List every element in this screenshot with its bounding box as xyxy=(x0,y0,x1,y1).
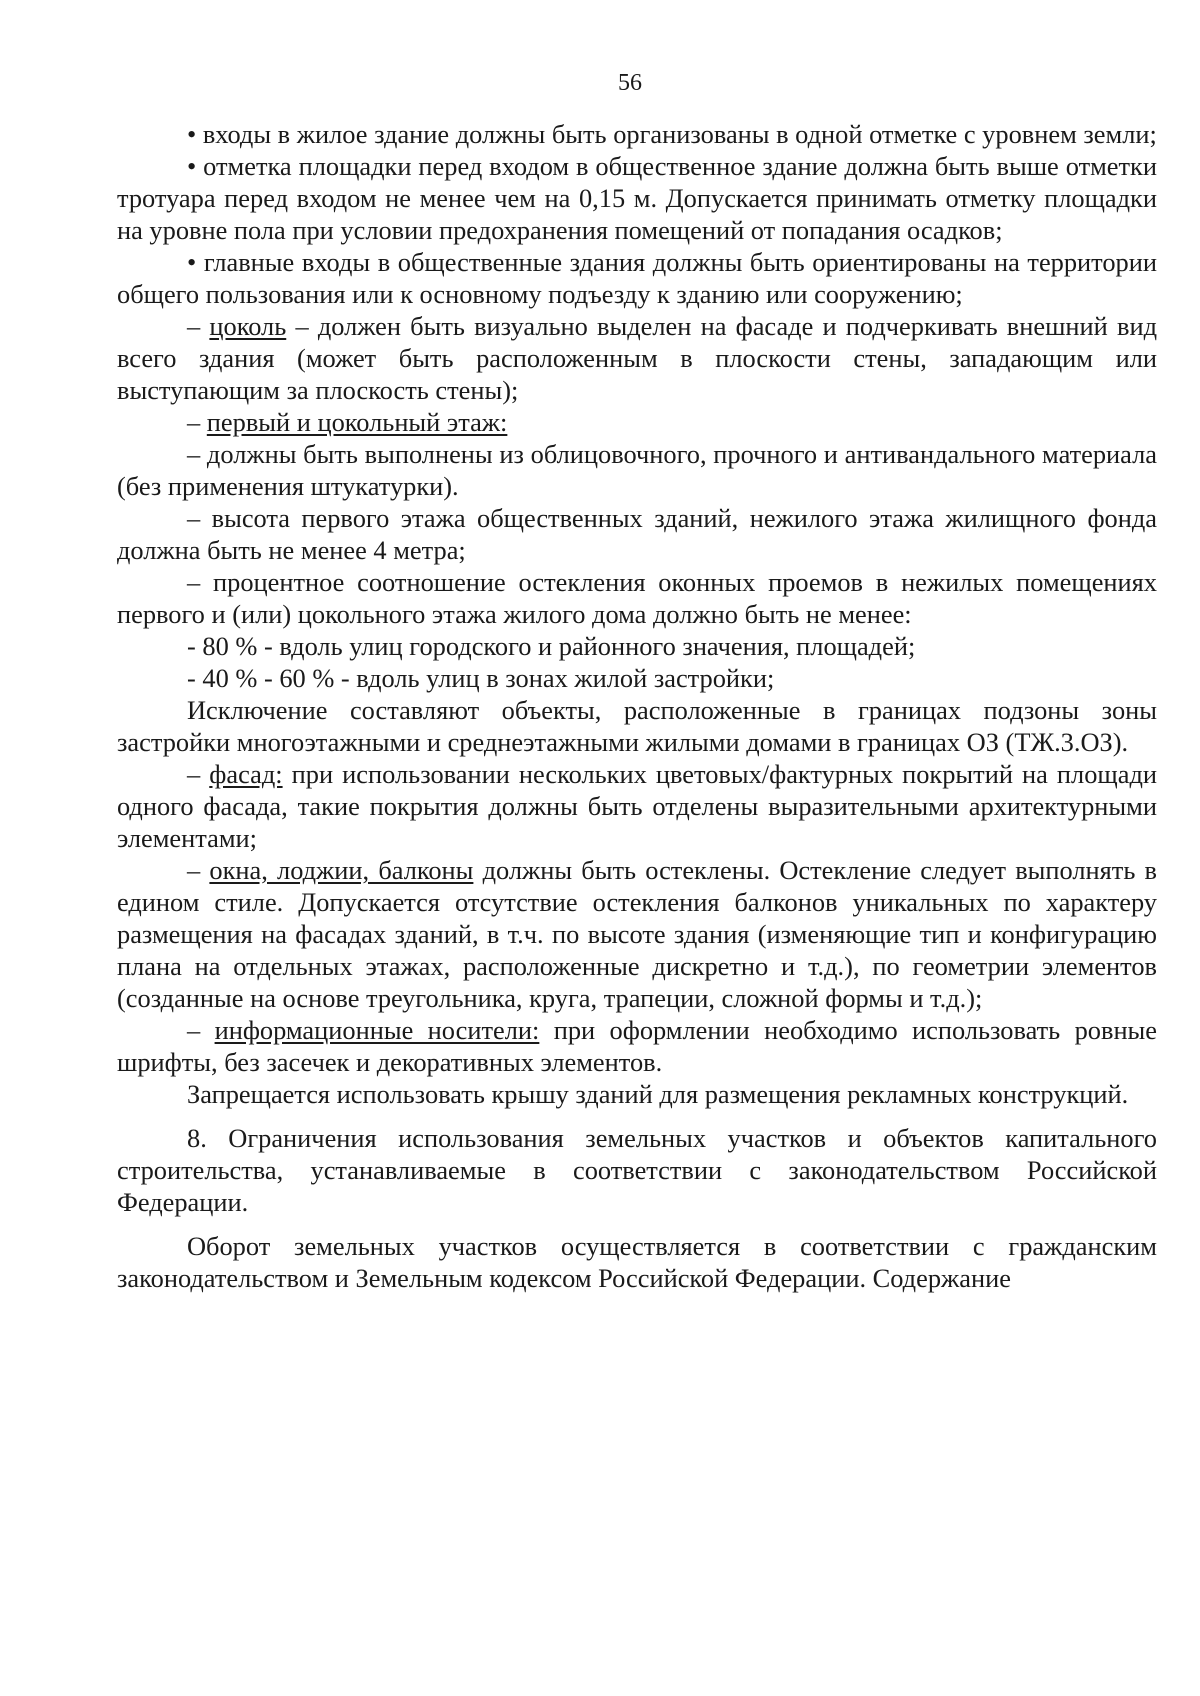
paragraph-platform-elevation: • отметка площадки перед входом в общественное здание должна быть выше отметки тротуара перед входом не менее чем на 0,15 м. Допускается принимать отметку площадки на уровне пола при условии предохранения помещений от попадания осадков; xyxy=(117,151,1157,245)
paragraph-land-turnover: Оборот земельных участков осуществляется в соответствии с гражданским законодательством и Земельным кодексом Российской Федерации. Содержание xyxy=(117,1231,1157,1293)
paragraph-prefix: – xyxy=(187,855,210,885)
paragraph-plinth xyxy=(117,310,1157,406)
paragraph-text: – должен быть визуально выделен на фасаде и подчеркивать внешний вид всего здания (может быть расположенным в плоскости стены, западающим или выступающим за плоскость стены); xyxy=(117,311,1157,405)
paragraph-facade xyxy=(117,758,1157,854)
paragraph-glazing-ratio: – процентное соотношение остекления оконных проемов в нежилых помещениях первого и (или) цокольного этажа жилого дома должно быть не менее: xyxy=(117,567,1157,629)
paragraph-text: при оформлении необходимо использовать ровные шрифты, без засечек и декоративных элементов. xyxy=(117,1015,1158,1077)
paragraph-information-carriers xyxy=(117,1014,1157,1078)
paragraph-first-floor-heading xyxy=(117,406,1157,438)
paragraph-glazing-80: - 80 % - вдоль улиц городского и районного значения, площадей; xyxy=(187,631,916,661)
paragraph-prefix: – xyxy=(187,407,207,437)
paragraph-text: при использовании нескольких цветовых/фактурных покрытий на площади одного фасада, такие покрытия должны быть отделены выразительными архитектурными элементами; xyxy=(117,759,1157,853)
paragraph-prefix: – xyxy=(187,311,210,341)
paragraph-windows-balconies xyxy=(117,854,1157,1014)
paragraph-glazing-40-60: - 40 % - 60 % - вдоль улиц в зонах жилой застройки; xyxy=(187,663,775,693)
section-heading-8: 8. Ограничения использования земельных участков и объектов капитального строительства, устанавливаемые в соответствии с законодательством Российской Федерации. xyxy=(117,1123,1157,1217)
paragraph-floor-height: – высота первого этажа общественных зданий, нежилого этажа жилищного фонда должна быть не менее 4 метра; xyxy=(117,503,1157,565)
paragraph-cladding-material: – должны быть выполнены из облицовочного, прочного и антивандального материала (без применения штукатурки). xyxy=(117,439,1157,501)
term-windows-balconies: окна, лоджии, балконы xyxy=(209,855,474,885)
paragraph-main-entrances: • главные входы в общественные здания должны быть ориентированы на территории общего пользования или к основному подъезду к зданию или сооружению; xyxy=(117,247,1157,309)
paragraph-entrance-level: • входы в жилое здание должны быть организованы в одной отметке с уровнем земли; xyxy=(187,119,1157,149)
paragraph-exception: Исключение составляют объекты, расположенные в границах подзоны зоны застройки многоэтажными и среднеэтажными жилыми домами в границах ОЗ (ТЖ.3.ОЗ). xyxy=(117,695,1157,757)
term-information-carriers: информационные носители: xyxy=(214,1015,540,1045)
document-body xyxy=(117,118,1157,1294)
paragraph-text: должны быть остеклены. Остекление следует выполнять в едином стиле. Допускается отсутствие остекления балконов уникальных по характеру размещения на фасадах зданий, в т.ч. по высоте здания (изменяющие тип и конфигурацию плана на отдельных этажах, расположенные дискретно и т.д.), по геометрии элементов (созданные на основе треугольника, круга, трапеции, сложной формы и т.д.); xyxy=(117,855,1157,1013)
paragraph-prefix: – xyxy=(187,759,210,789)
term-facade: фасад: xyxy=(209,759,283,789)
paragraph-roof-advertising: Запрещается использовать крышу зданий для размещения рекламных конструкций. xyxy=(187,1079,1129,1109)
page-number: 56 xyxy=(618,70,642,96)
term-plinth: цоколь xyxy=(209,311,287,341)
term-first-floor: первый и цокольный этаж: xyxy=(206,407,508,437)
paragraph-prefix: – xyxy=(187,1015,215,1045)
